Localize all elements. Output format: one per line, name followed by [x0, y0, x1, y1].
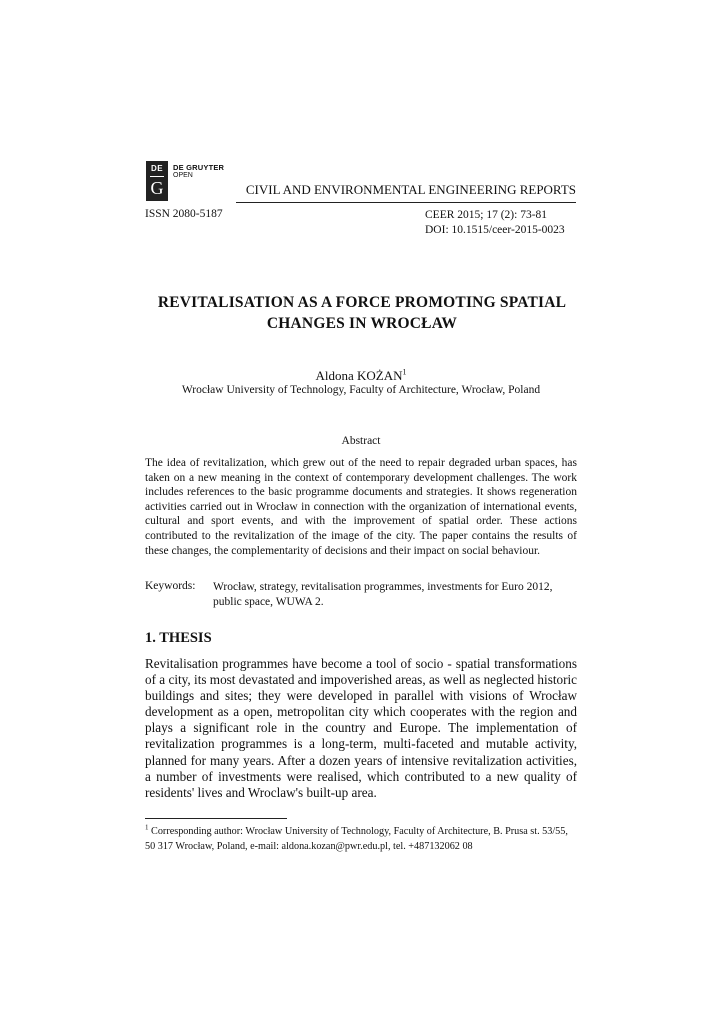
paper-title [100, 292, 624, 334]
section-heading: 1. THESIS [145, 630, 212, 646]
logo-letters: DE [150, 164, 164, 173]
keywords-text: Wrocław, strategy, revitalisation programmes, investments for Euro 2012, public space, WUWA 2. [213, 581, 553, 608]
publisher-name-block [173, 164, 224, 180]
section-text: Revitalisation programmes have become a tool of socio - spatial transformations of a city, its most devastated and impoverished areas, as well as neglected historic buildings and sites; they were developed in parallel with visions of Wrocław development as a open, metropolitan city which cooperates with the region and plays a significant role in the country and Europe. The implementation of revitalization programmes is a long-term, multi-faceted and mutable activity, planned for many years. After a dozen years of intensive revitalization activities, a number of investments were realised, which contributed to a new quality of residents' lives and Wroclaw's built-up area. [145, 656, 577, 800]
citation-block [425, 208, 565, 238]
logo-divider [150, 176, 164, 177]
affiliation: Wrocław University of Technology, Faculty of Architecture, Wrocław, Poland [181, 384, 541, 396]
title-line-2: CHANGES IN WROCŁAW [266, 315, 458, 332]
footnote [145, 824, 577, 854]
publisher-sub: OPEN [173, 172, 193, 179]
citation: CEER 2015; 17 (2): 73-81 [425, 209, 548, 221]
journal-title: CIVIL AND ENVIRONMENTAL ENGINEERING REPORTS [245, 182, 576, 197]
title-line-1: REVITALISATION AS A FORCE PROMOTING SPATIAL [157, 294, 567, 311]
footnote-rule [145, 818, 287, 819]
doi: DOI: 10.1515/ceer-2015-0023 [425, 224, 565, 236]
abstract-text: The idea of revitalization, which grew out of the need to repair degraded urban spaces, has taken on a new meaning in the context of contemporary development challenges. The work includes references to the basic programme documents and strategies. It shows regeneration activities carried out in Wrocław in connection with the organization of international events, cultural and sport events, and with the improvement of spatial order. These actions contributed to the revitalization of the image of the city. The paper contains the results of these changes, the complementarity of decisions and their impact on social behaviour. [145, 457, 577, 557]
abstract-heading: Abstract [341, 435, 381, 447]
author-footnote-marker: 1 [402, 367, 407, 377]
publisher-name: DE GRUYTER [173, 163, 225, 172]
issn: ISSN 2080-5187 [145, 208, 223, 220]
publisher-logo [146, 161, 168, 201]
author [145, 368, 577, 384]
keywords-label: Keywords: [145, 580, 196, 592]
author-name: Aldona KOŻAN [315, 368, 403, 383]
footnote-text: Corresponding author: Wrocław University of Technology, Faculty of Architecture, B. Prusa st. 53/55, 50 317 Wrocław, Poland, e-mail: aldona.kozan@pwr.edu.pl, tel. +487132062 08 [145, 826, 568, 852]
footnote-marker: 1 [145, 823, 149, 832]
logo-glyph: G [150, 178, 164, 198]
header-rule [236, 202, 576, 203]
